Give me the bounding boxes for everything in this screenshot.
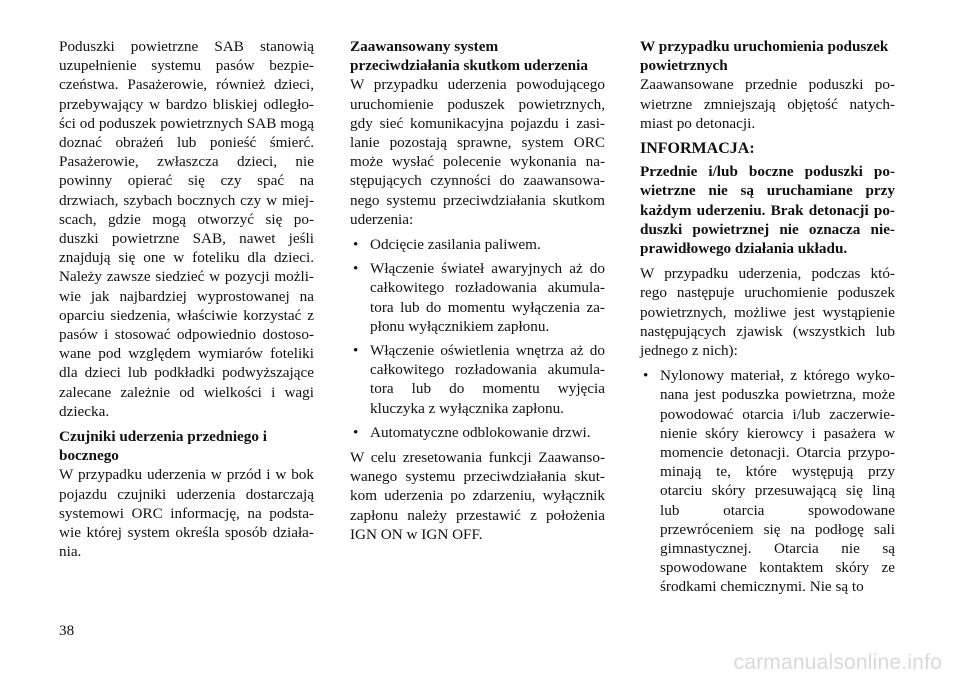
middle-paragraph-1: W przypadku uderzenia powodującego uruchomienie poduszek powietrznych, gdy sieć komunikacyjna pojazdu i zasi-lanie pozostają sprawne, system ORC może wysłać polecenie wykonania na-stępujących czynności do zaawansowa-nego systemu przeciwdziałania skutkom uderzenia: xyxy=(350,76,605,228)
list-item: • Włączenie oświetlenia wnętrza aż do całkowitego rozładowania akumula-tora lub do momentu wyjęcia kluczyka z wyłącznika zapłonu. xyxy=(350,341,605,418)
info-label: INFORMACJA: xyxy=(640,140,755,158)
right-column xyxy=(640,37,895,603)
left-heading: Czujniki uderzenia przedniego i bocznego xyxy=(59,428,267,465)
right-bullet-list xyxy=(640,366,895,596)
left-column xyxy=(59,37,314,567)
list-item: • Nylonowy materiał, z którego wyko-nana jest poduszka powietrzna, może powodować otarcia i/lub zaczerwie-nienie skóry kierowcy i pasażera w momencie detonacji. Otarcia przypo-minają te, które występują przy otarciu skóry przesuwającą się liną lub otarcia spowodowane przewróceniem się na podłogę sali gimnastycznej. Otarcia nie są spowodowane kontaktem skóry ze środkami chemicznymi. Nie są to xyxy=(640,366,895,596)
middle-paragraph-2: W celu zresetowania funkcji Zaawanso-wanego systemu przeciwdziałania skut-kom uderzenia po zdarzeniu, wyłącznik zapłonu należy przestawić z położenia IGN ON w IGN OFF. xyxy=(350,449,605,543)
list-item: • Włączenie świateł awaryjnych aż do całkowitego rozładowania akumula-tora lub do momentu wyłączenia za-płonu wyłącznikiem zapłonu. xyxy=(350,259,605,336)
middle-heading: Zaawansowany system przeciwdziałania skutkom uderzenia xyxy=(350,38,588,75)
list-item: • Automatyczne odblokowanie drzwi. xyxy=(350,423,605,442)
right-paragraph-2: W przypadku uderzenia, podczas któ-rego następuje uruchomienie poduszek powietrznych, możliwe jest wystąpienie następujących zjawisk (wszystkich lub jednego z nich): xyxy=(640,265,895,360)
info-text: Przednie i/lub boczne poduszki po-wietrzne nie są uruchamiane przy każdym uderzeniu. Brak detonacji po-duszki powietrznej nie oznacza nie-prawidłowego działania układu. xyxy=(640,163,895,258)
middle-bullet-list xyxy=(350,235,605,442)
middle-column xyxy=(350,37,605,550)
left-paragraph-1: Poduszki powietrzne SAB stanowią uzupełnienie systemu pasów bezpie-czeństwa. Pasażerowie, również dzieci, przebywający w bardzo bliskiej odległo-ści od poduszek powietrznych SAB mogą doznać obrażeń lub ponieść śmierć. Pasażerowie, zwłaszcza dzieci, nie powinny opierać się czy spać na drzwiach, szybach bocznych czy w miej-scach, gdzie mogą otworzyć się po-duszki powietrzne SAB, nawet jeśli znajdują się one w foteliku dla dzieci. Należy zawsze siedzieć w pozycji możli-wie jak najbardziej wyprostowanej na oparciu siedzenia, właściwie korzystać z pasów i stosować odpowiednio dostoso-wane pod względem wymiarów foteliki dla dzieci lub podkładki podwyższające zalecane zależnie od wielkości i wagi dziecka. xyxy=(59,38,314,420)
right-paragraph-1: Zaawansowane przednie poduszki po-wietrzne zmniejszają objętość natych-miast po detonacji. xyxy=(640,76,895,132)
list-item: • Odcięcie zasilania paliwem. xyxy=(350,235,605,254)
watermark: carmanualsonline.info xyxy=(733,651,942,674)
page-number: 38 xyxy=(59,622,75,639)
right-heading: W przypadku uruchomienia poduszek powietrznych xyxy=(640,38,889,75)
left-paragraph-2: W przypadku uderzenia w przód i w bok pojazdu czujniki uderzenia dostarczają systemowi ORC informację, na podsta-wie której system określa sposób działa-nia. xyxy=(59,466,314,561)
